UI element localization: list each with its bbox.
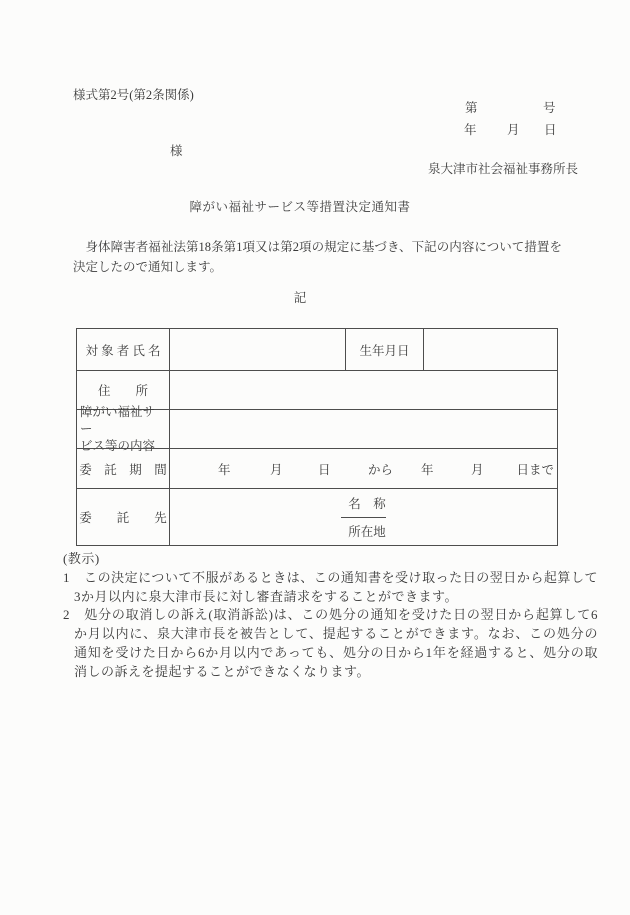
period-day-made: 日まで: [516, 462, 554, 477]
consignee-address-label: 所在地: [348, 525, 386, 540]
notes-section: [63, 550, 598, 682]
note-item-1: [63, 569, 598, 607]
consignee-label: 委 託 先: [79, 511, 167, 525]
issuer-title: 泉大津市社会福祉事務所長: [427, 162, 578, 176]
period-year-to: 年: [421, 462, 434, 477]
service-content-value-cell: [169, 410, 557, 448]
subject-name-label: 対 象 者 氏 名: [85, 343, 161, 358]
consignee-detail-cell: [169, 489, 557, 545]
addressee-honorific: 様: [170, 144, 183, 158]
doc-number-suffix: 号: [543, 101, 556, 115]
period-year-from: 年: [218, 462, 231, 477]
ki-marker: 記: [293, 291, 307, 305]
body-paragraph: 身体障害者福祉法第18条第1項又は第2項の規定に基づき、下記の内容について措置を決定したので通知します。: [73, 240, 562, 274]
period-day-from: 日: [318, 462, 331, 477]
doc-number-prefix: 第: [465, 101, 478, 115]
period-kara: から: [368, 462, 394, 477]
document-title: 障がい福祉サービス等措置決定通知書: [189, 200, 411, 214]
table-row-consignee: [77, 488, 557, 545]
period-label: 委 託 期 間: [79, 462, 167, 477]
form-number-note: 様式第2号(第2条関係): [73, 88, 194, 102]
consignee-name-row: [341, 489, 386, 517]
note-number: 2: [63, 607, 70, 623]
dob-label: 生年月日: [345, 329, 423, 370]
table-row-service: [77, 404, 557, 453]
note-number: 1: [63, 569, 70, 585]
table-row-subject: [77, 329, 557, 370]
date-month-label: 月: [507, 123, 520, 137]
consignee-address-row: [341, 517, 386, 546]
note-text: 処分の取消しの訴え(取消訴訟)は、この処分の通知を受けた日の翌日から起算して6か月以内に、泉大津市長を被告として、提起することができます。なお、この処分の通知を受けた日から6か月以内であっても、処分の日から1年を経過すると、処分の取消しの訴えを提起することができなくなります。: [74, 607, 598, 679]
note-item-2: [63, 606, 598, 681]
subject-name-value-cell: [169, 329, 345, 370]
dob-value-cell: [423, 329, 557, 370]
note-text: この決定について不服があるときは、この通知書を受け取った日の翌日から起算して3か月以内に泉大津市長に対し審査請求をすることができます。: [74, 569, 598, 604]
notes-heading: (教示): [63, 551, 100, 566]
date-day-label: 日: [544, 123, 557, 137]
consignee-name-label: 名 称: [348, 496, 386, 511]
period-value-cell: [169, 449, 557, 488]
period-month-to: 月: [471, 462, 484, 477]
address-label: 住 所: [97, 384, 148, 398]
date-year-label: 年: [464, 123, 477, 137]
address-value-cell: [169, 371, 557, 409]
table-row-period: [77, 448, 557, 488]
form-table: [76, 328, 558, 546]
service-content-label: 障がい福祉サー ビス等の内容: [80, 404, 156, 453]
period-month-from: 月: [270, 462, 283, 477]
